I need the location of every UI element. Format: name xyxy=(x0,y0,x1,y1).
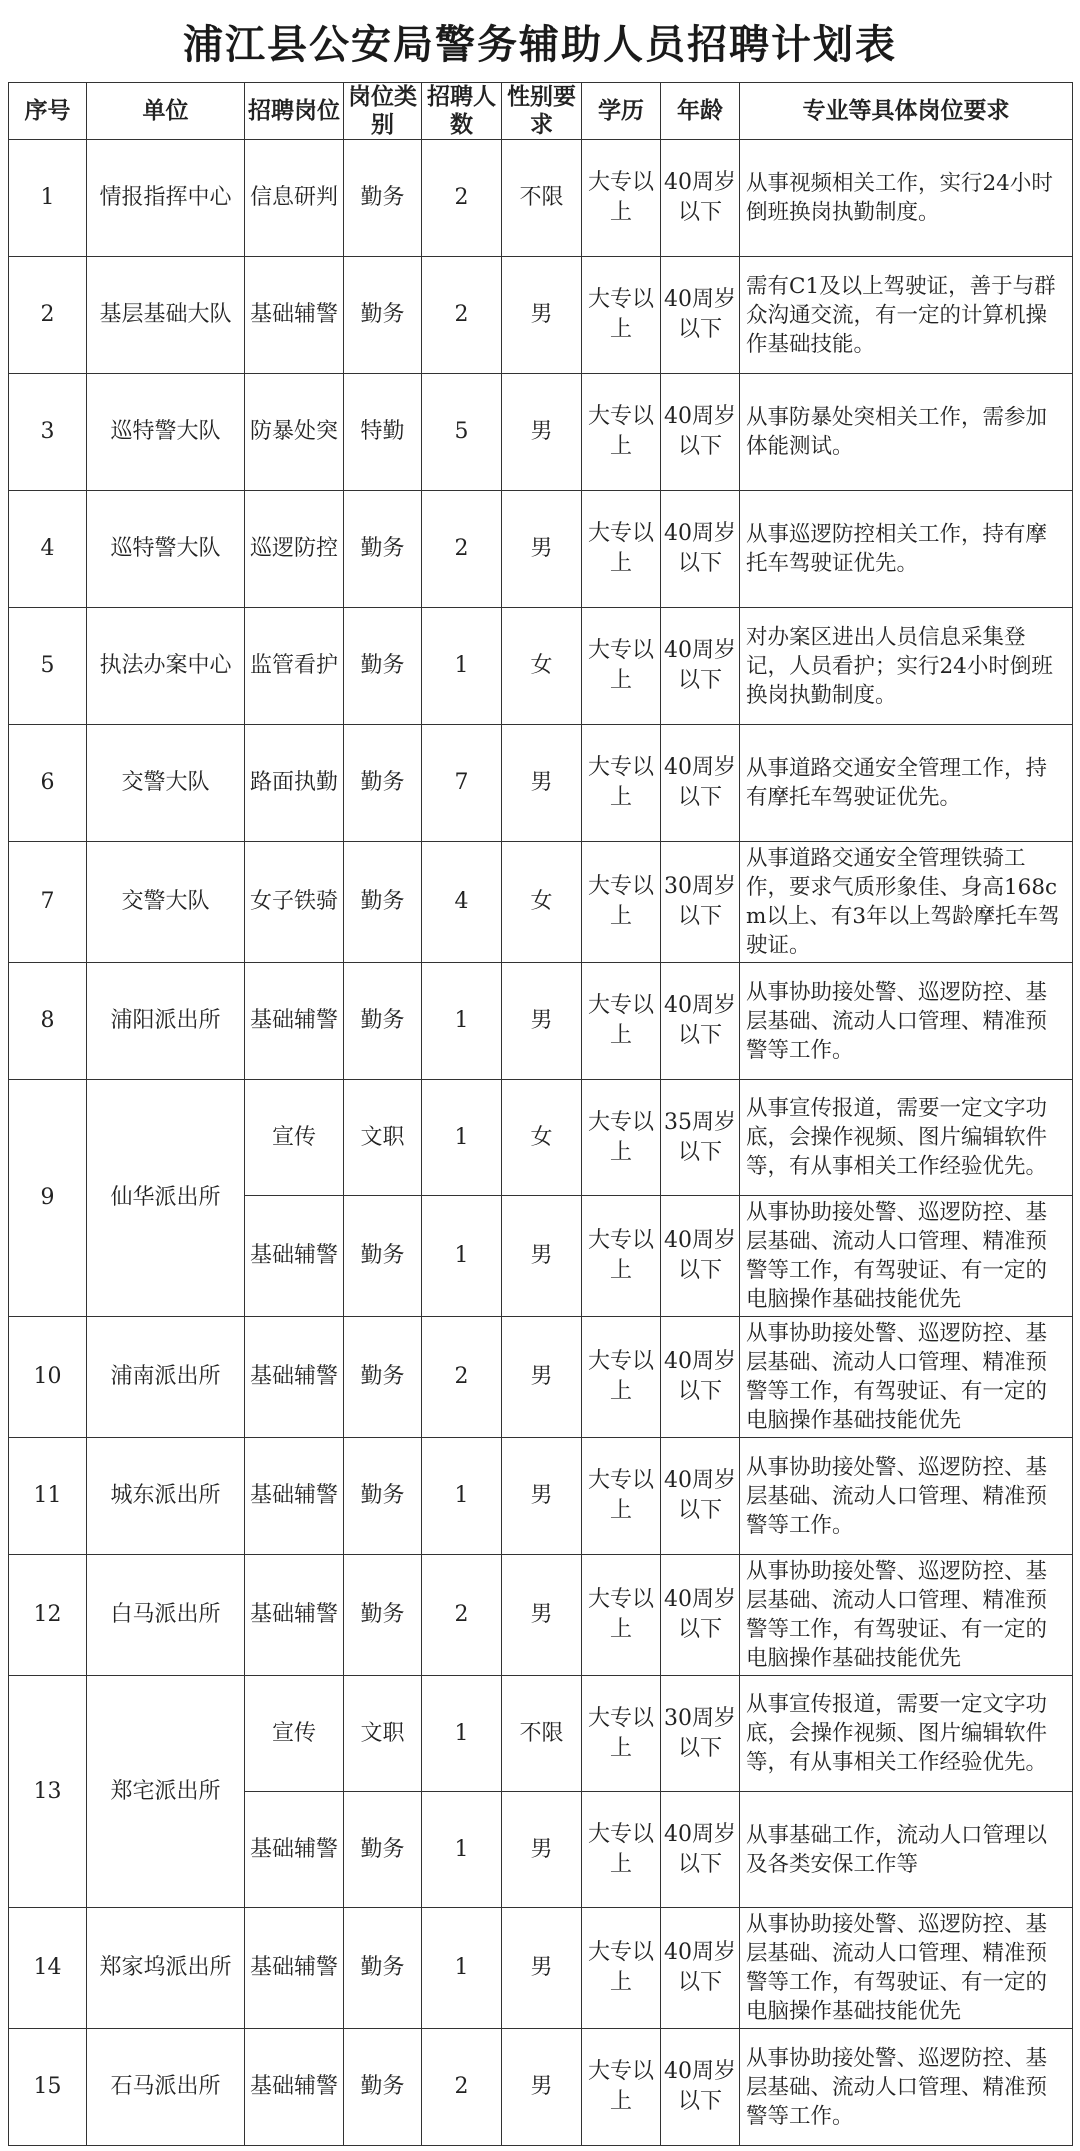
cell-unit: 交警大队 xyxy=(87,842,245,963)
table-row xyxy=(9,2029,1073,2146)
cell-seq: 4 xyxy=(9,491,87,608)
cell-seq: 7 xyxy=(9,842,87,963)
cell-age: 40周岁以下 xyxy=(661,2029,740,2146)
cell-unit: 郑宅派出所 xyxy=(87,1676,245,1908)
cell-seq: 3 xyxy=(9,374,87,491)
cell-requirements: 从事宣传报道，需要一定文字功底，会操作视频、图片编辑软件等，有从事相关工作经验优先。 xyxy=(740,1080,1073,1196)
cell-education: 大专以上 xyxy=(582,140,661,257)
cell-category: 文职 xyxy=(344,1080,422,1196)
cell-post: 基础辅警 xyxy=(245,257,344,374)
cell-education: 大专以上 xyxy=(582,1080,661,1196)
cell-count: 1 xyxy=(422,1908,502,2029)
cell-education: 大专以上 xyxy=(582,2029,661,2146)
cell-post: 基础辅警 xyxy=(245,1438,344,1555)
cell-unit: 情报指挥中心 xyxy=(87,140,245,257)
table-row xyxy=(9,1438,1073,1555)
table-row xyxy=(9,257,1073,374)
cell-category: 勤务 xyxy=(344,140,422,257)
cell-gender: 女 xyxy=(502,608,582,725)
table-row xyxy=(9,491,1073,608)
cell-count: 1 xyxy=(422,1438,502,1555)
table-row xyxy=(9,725,1073,842)
cell-category: 勤务 xyxy=(344,1196,422,1317)
cell-requirements: 从事道路交通安全管理铁骑工作，要求气质形象佳、身高168cm以上、有3年以上驾龄摩托车驾驶证。 xyxy=(740,842,1073,963)
cell-category: 勤务 xyxy=(344,491,422,608)
cell-post: 基础辅警 xyxy=(245,2029,344,2146)
cell-unit: 石马派出所 xyxy=(87,2029,245,2146)
cell-education: 大专以上 xyxy=(582,374,661,491)
cell-age: 40周岁以下 xyxy=(661,963,740,1080)
cell-unit: 仙华派出所 xyxy=(87,1080,245,1317)
cell-requirements: 从事防暴处突相关工作，需参加体能测试。 xyxy=(740,374,1073,491)
cell-seq: 1 xyxy=(9,140,87,257)
cell-gender: 女 xyxy=(502,842,582,963)
cell-post: 信息研判 xyxy=(245,140,344,257)
cell-requirements: 从事道路交通安全管理工作，持有摩托车驾驶证优先。 xyxy=(740,725,1073,842)
cell-gender: 女 xyxy=(502,1080,582,1196)
cell-gender: 男 xyxy=(502,1438,582,1555)
cell-gender: 男 xyxy=(502,491,582,608)
cell-gender: 不限 xyxy=(502,1676,582,1792)
header-education: 学历 xyxy=(582,83,661,140)
table-row xyxy=(9,1080,1073,1196)
cell-count: 1 xyxy=(422,1196,502,1317)
table-row xyxy=(9,963,1073,1080)
cell-category: 勤务 xyxy=(344,2029,422,2146)
cell-gender: 男 xyxy=(502,374,582,491)
cell-seq: 8 xyxy=(9,963,87,1080)
cell-education: 大专以上 xyxy=(582,963,661,1080)
cell-post: 基础辅警 xyxy=(245,1792,344,1908)
cell-education: 大专以上 xyxy=(582,1438,661,1555)
cell-count: 2 xyxy=(422,1555,502,1676)
header-post: 招聘岗位 xyxy=(245,83,344,140)
cell-requirements: 从事巡逻防控相关工作，持有摩托车驾驶证优先。 xyxy=(740,491,1073,608)
cell-education: 大专以上 xyxy=(582,608,661,725)
cell-requirements: 从事协助接处警、巡逻防控、基层基础、流动人口管理、精准预警等工作，有驾驶证、有一定的电脑操作基础技能优先 xyxy=(740,1196,1073,1317)
cell-gender: 男 xyxy=(502,1317,582,1438)
cell-category: 勤务 xyxy=(344,1438,422,1555)
cell-education: 大专以上 xyxy=(582,491,661,608)
table-header-row xyxy=(9,83,1073,140)
cell-requirements: 从事宣传报道，需要一定文字功底，会操作视频、图片编辑软件等，有从事相关工作经验优先。 xyxy=(740,1676,1073,1792)
cell-gender: 男 xyxy=(502,725,582,842)
cell-education: 大专以上 xyxy=(582,842,661,963)
recruitment-plan-table xyxy=(8,82,1073,2146)
cell-education: 大专以上 xyxy=(582,1908,661,2029)
cell-age: 40周岁以下 xyxy=(661,1908,740,2029)
cell-count: 2 xyxy=(422,2029,502,2146)
table-row xyxy=(9,374,1073,491)
cell-post: 监管看护 xyxy=(245,608,344,725)
cell-category: 特勤 xyxy=(344,374,422,491)
cell-unit: 巡特警大队 xyxy=(87,491,245,608)
cell-unit: 执法办案中心 xyxy=(87,608,245,725)
table-row xyxy=(9,1555,1073,1676)
cell-count: 2 xyxy=(422,491,502,608)
cell-requirements: 对办案区进出人员信息采集登记，人员看护；实行24小时倒班换岗执勤制度。 xyxy=(740,608,1073,725)
cell-seq: 9 xyxy=(9,1080,87,1317)
cell-category: 勤务 xyxy=(344,1317,422,1438)
cell-requirements: 需有C1及以上驾驶证，善于与群众沟通交流，有一定的计算机操作基础技能。 xyxy=(740,257,1073,374)
cell-unit: 城东派出所 xyxy=(87,1438,245,1555)
header-requirements: 专业等具体岗位要求 xyxy=(740,83,1073,140)
cell-education: 大专以上 xyxy=(582,1196,661,1317)
cell-gender: 男 xyxy=(502,963,582,1080)
cell-age: 35周岁以下 xyxy=(661,1080,740,1196)
table-row xyxy=(9,608,1073,725)
cell-post: 基础辅警 xyxy=(245,963,344,1080)
cell-requirements: 从事协助接处警、巡逻防控、基层基础、流动人口管理、精准预警等工作，有驾驶证、有一定的电脑操作基础技能优先 xyxy=(740,1317,1073,1438)
cell-age: 30周岁以下 xyxy=(661,842,740,963)
cell-category: 勤务 xyxy=(344,842,422,963)
cell-gender: 男 xyxy=(502,1908,582,2029)
cell-count: 4 xyxy=(422,842,502,963)
header-age: 年龄 xyxy=(661,83,740,140)
cell-education: 大专以上 xyxy=(582,1792,661,1908)
table-row xyxy=(9,1317,1073,1438)
cell-unit: 白马派出所 xyxy=(87,1555,245,1676)
cell-gender: 男 xyxy=(502,1196,582,1317)
cell-age: 40周岁以下 xyxy=(661,257,740,374)
cell-seq: 13 xyxy=(9,1676,87,1908)
cell-gender: 不限 xyxy=(502,140,582,257)
cell-age: 40周岁以下 xyxy=(661,725,740,842)
table-row xyxy=(9,842,1073,963)
cell-seq: 14 xyxy=(9,1908,87,2029)
cell-post: 基础辅警 xyxy=(245,1908,344,2029)
cell-education: 大专以上 xyxy=(582,1555,661,1676)
cell-seq: 6 xyxy=(9,725,87,842)
cell-unit: 基层基础大队 xyxy=(87,257,245,374)
cell-age: 40周岁以下 xyxy=(661,491,740,608)
cell-count: 1 xyxy=(422,1676,502,1792)
cell-post: 女子铁骑 xyxy=(245,842,344,963)
cell-seq: 2 xyxy=(9,257,87,374)
cell-category: 勤务 xyxy=(344,1908,422,2029)
cell-requirements: 从事协助接处警、巡逻防控、基层基础、流动人口管理、精准预警等工作。 xyxy=(740,1438,1073,1555)
header-category: 岗位类别 xyxy=(344,83,422,140)
cell-unit: 浦南派出所 xyxy=(87,1317,245,1438)
cell-post: 防暴处突 xyxy=(245,374,344,491)
cell-seq: 15 xyxy=(9,2029,87,2146)
cell-gender: 男 xyxy=(502,2029,582,2146)
cell-count: 5 xyxy=(422,374,502,491)
cell-age: 40周岁以下 xyxy=(661,1317,740,1438)
cell-count: 1 xyxy=(422,963,502,1080)
table-row xyxy=(9,140,1073,257)
cell-unit: 郑家坞派出所 xyxy=(87,1908,245,2029)
cell-age: 40周岁以下 xyxy=(661,374,740,491)
cell-category: 勤务 xyxy=(344,725,422,842)
cell-requirements: 从事协助接处警、巡逻防控、基层基础、流动人口管理、精准预警等工作，有驾驶证、有一定的电脑操作基础技能优先 xyxy=(740,1555,1073,1676)
cell-gender: 男 xyxy=(502,1792,582,1908)
cell-count: 2 xyxy=(422,140,502,257)
header-unit: 单位 xyxy=(87,83,245,140)
cell-seq: 5 xyxy=(9,608,87,725)
cell-age: 40周岁以下 xyxy=(661,140,740,257)
cell-post: 基础辅警 xyxy=(245,1555,344,1676)
table-row xyxy=(9,1676,1073,1792)
cell-category: 勤务 xyxy=(344,1555,422,1676)
cell-post: 巡逻防控 xyxy=(245,491,344,608)
cell-education: 大专以上 xyxy=(582,725,661,842)
cell-age: 30周岁以下 xyxy=(661,1676,740,1792)
cell-unit: 浦阳派出所 xyxy=(87,963,245,1080)
cell-age: 40周岁以下 xyxy=(661,1792,740,1908)
cell-age: 40周岁以下 xyxy=(661,608,740,725)
cell-count: 1 xyxy=(422,1080,502,1196)
cell-count: 1 xyxy=(422,1792,502,1908)
cell-seq: 12 xyxy=(9,1555,87,1676)
cell-requirements: 从事协助接处警、巡逻防控、基层基础、流动人口管理、精准预警等工作。 xyxy=(740,2029,1073,2146)
table-row xyxy=(9,1908,1073,2029)
cell-post: 宣传 xyxy=(245,1676,344,1792)
cell-unit: 巡特警大队 xyxy=(87,374,245,491)
cell-count: 2 xyxy=(422,1317,502,1438)
cell-seq: 10 xyxy=(9,1317,87,1438)
cell-education: 大专以上 xyxy=(582,257,661,374)
cell-unit: 交警大队 xyxy=(87,725,245,842)
cell-category: 文职 xyxy=(344,1676,422,1792)
cell-requirements: 从事视频相关工作，实行24小时倒班换岗执勤制度。 xyxy=(740,140,1073,257)
cell-post: 基础辅警 xyxy=(245,1196,344,1317)
cell-requirements: 从事基础工作，流动人口管理以及各类安保工作等 xyxy=(740,1792,1073,1908)
cell-gender: 男 xyxy=(502,1555,582,1676)
cell-post: 路面执勤 xyxy=(245,725,344,842)
cell-requirements: 从事协助接处警、巡逻防控、基层基础、流动人口管理、精准预警等工作，有驾驶证、有一定的电脑操作基础技能优先 xyxy=(740,1908,1073,2029)
cell-seq: 11 xyxy=(9,1438,87,1555)
cell-education: 大专以上 xyxy=(582,1317,661,1438)
cell-category: 勤务 xyxy=(344,257,422,374)
header-count: 招聘人数 xyxy=(422,83,502,140)
cell-age: 40周岁以下 xyxy=(661,1196,740,1317)
cell-count: 2 xyxy=(422,257,502,374)
header-gender: 性别要求 xyxy=(502,83,582,140)
page-title: 浦江县公安局警务辅助人员招聘计划表 xyxy=(183,20,897,68)
cell-post: 基础辅警 xyxy=(245,1317,344,1438)
cell-category: 勤务 xyxy=(344,963,422,1080)
cell-category: 勤务 xyxy=(344,608,422,725)
cell-requirements: 从事协助接处警、巡逻防控、基层基础、流动人口管理、精准预警等工作。 xyxy=(740,963,1073,1080)
cell-gender: 男 xyxy=(502,257,582,374)
cell-category: 勤务 xyxy=(344,1792,422,1908)
header-seq: 序号 xyxy=(9,83,87,140)
cell-count: 7 xyxy=(422,725,502,842)
cell-count: 1 xyxy=(422,608,502,725)
cell-education: 大专以上 xyxy=(582,1676,661,1792)
cell-age: 40周岁以下 xyxy=(661,1555,740,1676)
cell-post: 宣传 xyxy=(245,1080,344,1196)
cell-age: 40周岁以下 xyxy=(661,1438,740,1555)
